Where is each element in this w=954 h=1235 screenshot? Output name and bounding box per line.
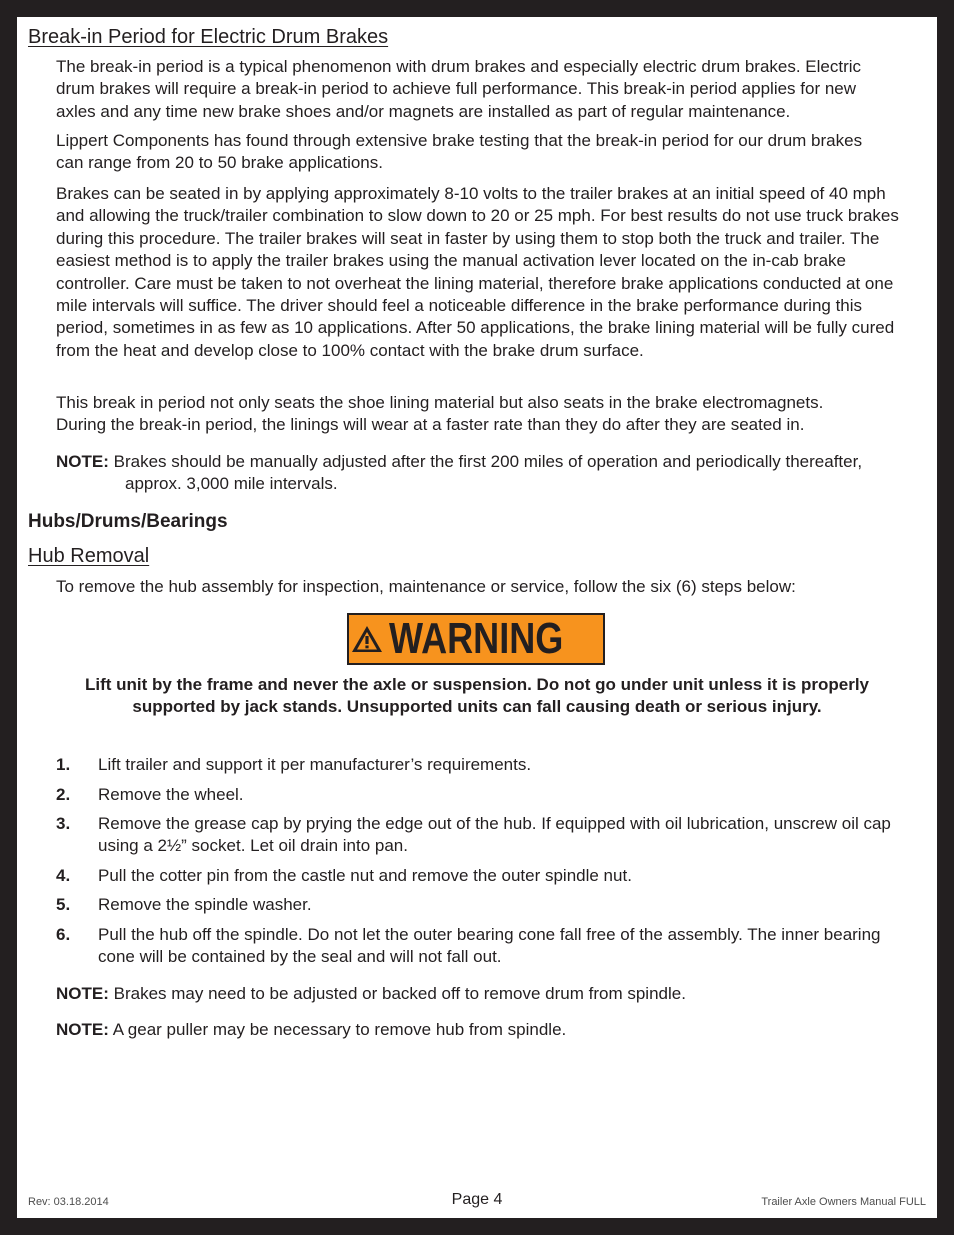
- note-text: Brakes should be manually adjusted after the first 200 miles of operation and periodically thereafter,: [113, 452, 863, 471]
- step-number: 5.: [56, 895, 71, 914]
- paragraph-3: Brakes can be seated in by applying approximately 8-10 volts to the trailer brakes at an initial speed of 40 mph and allowing the truck/trailer combination to slow down to 20 or 25 mph. For best results do not use truck brakes during this procedure. The trailer brakes will seat in faster by using them to stop both the truck and trailer. The easiest method is to apply the trailer brakes using the manual activation lever located on the in-cab brake controller. Care must be taken to not overheat the lining material, therefore brake applications conducted at one mile intervals will suffice. The driver should feel a noticeable difference in the brake performance during this period, sometimes in as few as 10 applications. After 50 applications, the brake lining material will be fully cured from the heat and develop close to 100% contact with the brake drum surface.: [56, 184, 899, 360]
- warning-line-2: supported by jack stands. Unsupported units can fall causing death or serious injury.: [132, 697, 822, 717]
- warning-line-1: Lift unit by the frame and never the axle or suspension. Do not go under unit unless it is properly: [85, 675, 869, 694]
- intro-text: To remove the hub assembly for inspection, maintenance or service, follow the six (6) steps below:: [56, 577, 796, 596]
- warning-label: WARNING: [388, 614, 564, 663]
- note-text: A gear puller may be necessary to remove hub from spindle.: [112, 1020, 567, 1039]
- note-gear-puller: [56, 1019, 566, 1041]
- step-number: 3.: [56, 814, 71, 833]
- step-text: Lift trailer and support it per manufacturer’s requirements.: [98, 755, 532, 774]
- step-text: Pull the cotter pin from the castle nut and remove the outer spindle nut.: [98, 866, 632, 885]
- paragraph-4: This break in period not only seats the shoe lining material but also seats in the brake electromagnets. During the break-in period, the linings will wear at a faster rate than they do after they are seated in.: [56, 393, 824, 435]
- step-number: 4.: [56, 866, 71, 885]
- step-text: Remove the wheel.: [98, 785, 244, 804]
- note-label: NOTE:: [56, 984, 109, 1003]
- warning-banner: [347, 613, 605, 665]
- section-title-hub-removal: Hub Removal: [28, 545, 150, 567]
- note-brake-adjust-cont: approx. 3,000 mile intervals.: [125, 474, 338, 493]
- note-backoff: [56, 983, 686, 1005]
- note-label: NOTE:: [56, 452, 109, 471]
- step-number: 2.: [56, 785, 71, 804]
- note-label: NOTE:: [56, 1020, 109, 1039]
- document-page: [17, 17, 937, 1218]
- step-number: 1.: [56, 755, 71, 774]
- paragraph-1: The break-in period is a typical phenomenon with drum brakes and especially electric drum brakes. Electric drum brakes will require a break-in period to achieve full performance. This break-in period applies for new axles and any time new brake shoes and/or magnets are installed as part of regular maintenance.: [56, 57, 862, 121]
- footer-page-number: Page 4: [451, 1191, 503, 1208]
- warning-triangle-icon: [351, 624, 383, 654]
- paragraph-2: Lippert Components has found through extensive brake testing that the break-in period for our drum brakes can range from 20 to 50 brake applications.: [56, 131, 863, 173]
- warning-message: [17, 674, 937, 719]
- step-text: Pull the hub off the spindle. Do not let the outer bearing cone fall free of the assembly. The inner bearing cone will be contained by the seal and will not fall out.: [98, 925, 881, 967]
- footer-document-title: Trailer Axle Owners Manual FULL: [761, 1196, 926, 1208]
- section-heading-hubs: Hubs/Drums/Bearings: [28, 511, 228, 532]
- step-number: 6.: [56, 925, 71, 944]
- section-title-break-in: Break-in Period for Electric Drum Brakes: [28, 26, 389, 48]
- note-text: Brakes may need to be adjusted or backed off to remove drum from spindle.: [113, 984, 686, 1003]
- step-text: Remove the spindle washer.: [98, 895, 312, 914]
- step-text: Remove the grease cap by prying the edge out of the hub. If equipped with oil lubrication, unscrew oil cap using a 2½” socket. Let oil drain into pan.: [98, 814, 891, 856]
- footer-revision: Rev: 03.18.2014: [28, 1196, 109, 1208]
- note-brake-adjust: [56, 451, 916, 473]
